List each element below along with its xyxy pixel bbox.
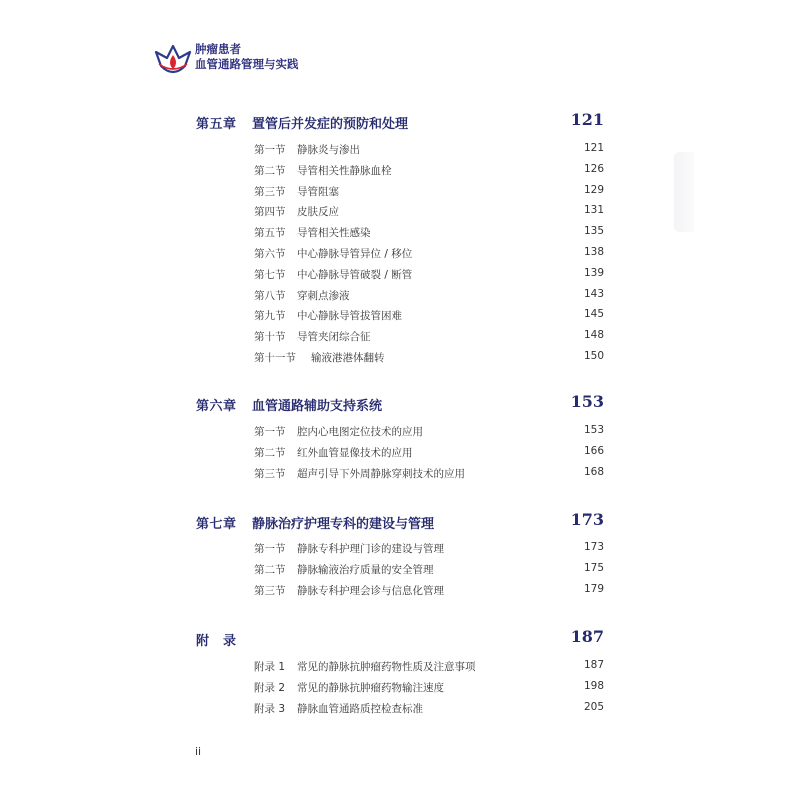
- toc-section[interactable]: [254, 182, 604, 200]
- toc-section[interactable]: [254, 657, 604, 675]
- section-page: 168: [583, 465, 604, 478]
- toc-section[interactable]: [254, 464, 604, 482]
- section-page: 205: [583, 700, 604, 713]
- toc-section[interactable]: [254, 422, 604, 440]
- section-number: 第三节: [254, 467, 286, 480]
- section-title: 中心静脉导管拔管困难: [297, 310, 402, 323]
- section-title: 导管相关性感染: [297, 227, 371, 240]
- page-edge-tab: [674, 152, 694, 232]
- section-page: 179: [583, 582, 604, 595]
- toc-chapter[interactable]: [196, 627, 604, 651]
- section-title: 导管相关性静脉血栓: [297, 164, 392, 177]
- section-page: 135: [583, 225, 604, 238]
- toc-section[interactable]: [254, 443, 604, 461]
- section-number: 第十节: [254, 331, 286, 344]
- toc-chapter[interactable]: [196, 110, 604, 134]
- section-number: 第一节: [254, 426, 286, 438]
- section-page: 173: [583, 541, 604, 553]
- section-number: 第四节: [254, 206, 286, 219]
- toc-chapter[interactable]: [196, 392, 604, 416]
- toc-section[interactable]: [254, 348, 604, 366]
- section-title: 中心静脉导管异位 / 移位: [297, 248, 413, 260]
- chapter-number: 第七章: [196, 517, 237, 532]
- chapter-page: 173: [570, 510, 604, 529]
- section-page: 150: [583, 350, 604, 362]
- section-number: 附录 2: [254, 681, 286, 694]
- toc-section[interactable]: [254, 327, 604, 345]
- book-logo-icon: [153, 44, 193, 76]
- section-title: 常见的静脉抗肿瘤药物性质及注意事项: [297, 661, 476, 673]
- section-title: 导管夹闭综合征: [297, 331, 371, 344]
- toc-section[interactable]: [254, 678, 604, 696]
- section-page: 143: [583, 287, 604, 300]
- section-page: 187: [583, 659, 604, 671]
- toc-chapter[interactable]: [196, 510, 604, 534]
- toc-section[interactable]: [254, 202, 604, 220]
- section-number: 第一节: [254, 144, 286, 156]
- section-title: 红外血管显像技术的应用: [297, 446, 413, 459]
- section-title: 腔内心电图定位技术的应用: [297, 426, 423, 438]
- toc-section[interactable]: [254, 306, 604, 324]
- section-number: 第三节: [254, 185, 286, 198]
- chapter-page: 121: [570, 110, 604, 129]
- chapter-page: 187: [570, 627, 604, 646]
- section-number: 第六节: [254, 248, 286, 260]
- header-book-title: 血管通路管理与实践: [195, 57, 299, 71]
- section-number: 附录 1: [254, 661, 286, 673]
- section-title: 静脉专科护理会诊与信息化管理: [297, 584, 444, 597]
- section-number: 第九节: [254, 310, 286, 323]
- section-title: 导管阻塞: [297, 185, 339, 198]
- section-page: 139: [583, 266, 604, 279]
- page-number: ii: [195, 745, 202, 758]
- section-title: 穿刺点渗液: [297, 289, 350, 302]
- toc-section[interactable]: [254, 161, 604, 179]
- section-title: 静脉血管通路质控检查标准: [297, 702, 423, 715]
- header-series-title: 肿瘤患者: [195, 42, 241, 56]
- section-number: 第二节: [254, 446, 286, 459]
- section-title: 常见的静脉抗肿瘤药物输注速度: [297, 681, 444, 694]
- toc-section[interactable]: [254, 265, 604, 283]
- section-page: 121: [583, 142, 604, 154]
- chapter-title: 血管通路辅助支持系统: [252, 399, 383, 414]
- toc-section[interactable]: [254, 699, 604, 717]
- toc-section[interactable]: [254, 581, 604, 599]
- section-title: 输液港港体翻转: [311, 352, 385, 364]
- chapter-page: 153: [570, 392, 604, 411]
- chapter-number: 附 录: [196, 634, 237, 649]
- section-page: 138: [583, 246, 604, 258]
- chapter-number: 第五章: [196, 117, 237, 132]
- section-number: 第二节: [254, 563, 286, 576]
- toc-section[interactable]: [254, 286, 604, 304]
- section-title: 静脉专科护理门诊的建设与管理: [297, 543, 444, 555]
- toc-section[interactable]: [254, 560, 604, 578]
- chapter-number: 第六章: [196, 399, 237, 414]
- chapter-title: 置管后并发症的预防和处理: [252, 117, 409, 132]
- section-title: 皮肤反应: [297, 206, 339, 219]
- section-title: 中心静脉导管破裂 / 断管: [297, 268, 413, 281]
- section-number: 第一节: [254, 543, 286, 555]
- section-number: 第五节: [254, 227, 286, 240]
- section-number: 第八节: [254, 289, 286, 302]
- section-number: 附录 3: [254, 702, 286, 715]
- section-page: 129: [583, 183, 604, 196]
- section-title: 静脉炎与渗出: [297, 144, 360, 156]
- section-page: 126: [583, 162, 604, 175]
- section-number: 第七节: [254, 268, 286, 281]
- section-number: 第二节: [254, 164, 286, 177]
- toc-section[interactable]: [254, 140, 604, 158]
- toc-section[interactable]: [254, 223, 604, 241]
- section-page: 175: [583, 561, 604, 574]
- section-title: 静脉输液治疗质量的安全管理: [297, 563, 434, 576]
- section-page: 145: [583, 308, 604, 321]
- section-page: 153: [583, 424, 604, 436]
- section-page: 148: [583, 329, 604, 342]
- toc-section[interactable]: [254, 244, 604, 262]
- section-number: 第十一节: [254, 352, 296, 364]
- chapter-title: 静脉治疗护理专科的建设与管理: [252, 517, 435, 532]
- section-title: 超声引导下外周静脉穿刺技术的应用: [297, 467, 465, 480]
- section-number: 第三节: [254, 584, 286, 597]
- section-page: 131: [583, 204, 604, 217]
- section-page: 166: [583, 444, 604, 457]
- section-page: 198: [583, 679, 604, 692]
- toc-section[interactable]: [254, 539, 604, 557]
